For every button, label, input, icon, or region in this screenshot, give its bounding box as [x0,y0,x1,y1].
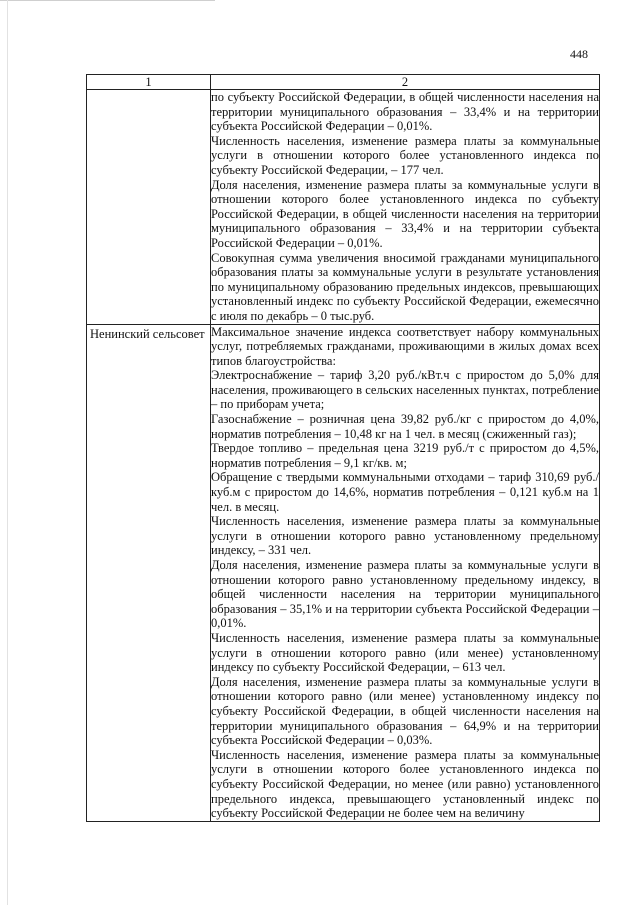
region-name: Ненинский сельсовет [90,326,205,341]
paragraph: Совокупная сумма увеличения вносимой гражданами муниципального образования платы за коммунальные услуги в результате установления по муниципальному образованию предельных индексов, превышающих установленный индекс по субъекту Российской Федерации, ежемесячно с июля по декабрь – 0 тыс.руб. [211,250,599,323]
column-header-1: 1 [87,75,211,90]
paragraph: Твердое топливо – предельная цена 3219 руб./т с приростом до 4,5%, норматив потребления – 9,1 кг/кв. м; [211,441,599,470]
scan-edge-top [0,0,215,1]
paragraph: Численность населения, изменение размера платы за коммунальные услуги в отношении которого равно установленному предельному индексу, – 331 чел. [211,514,599,558]
table-header-row [87,75,600,90]
paragraph: Электроснабжение – тариф 3,20 руб./кВт.ч с приростом до 5,0% для населения, проживающего в сельских населенных пунктах, потребление – по приборам учета; [211,368,599,412]
column-header-2: 2 [211,75,600,90]
scan-edge-left [7,0,8,905]
region-cell [87,90,211,325]
paragraph: Обращение с твердыми коммунальными отходами – тариф 310,69 руб./куб.м с приростом до 14,6%, норматив потребления – 0,121 куб.м на 1 чел. в месяц. [211,470,599,514]
paragraph: Максимальное значение индекса соответствует набору коммунальных услуг, потребляемых гражданами, проживающими в жилых домах всех типов благоустройства: [211,324,599,368]
paragraph: по субъекту Российской Федерации, в общей численности населения на территории муниципального образования – 33,4% и на территории субъекта Российской Федерации – 0,01%. [211,90,599,134]
paragraph: Численность населения, изменение размера платы за коммунальные услуги в отношении которого равно (или менее) установленному индексу по субъекту Российской Федерации, – 613 чел. [211,630,599,675]
paragraph: Доля населения, изменение размера платы за коммунальные услуги в отношении которого равно (или менее) установленному индексу по субъекту Российской Федерации, в общей численности населения на территории муниципального образования – 64,9% и на территории субъекта Российской Федерации – 0,03%. [211,674,599,748]
content-cell [211,90,600,325]
table-row [87,90,600,325]
table-row [87,324,600,821]
paragraph: Численность населения, изменение размера платы за коммунальные услуги в отношении которого более установленного индекса по субъекту Российской Федерации, – 177 чел. [211,133,599,177]
region-name [87,90,210,92]
paragraph: Доля населения, изменение размера платы за коммунальные услуги в отношении которого более установленного индекса по субъекту Российской Федерации, в общей численности населения на территории муниципального образования – 33,4% и на территории субъекта Российской Федерации – 0,01%. [211,177,599,250]
paragraph: Доля населения, изменение размера платы за коммунальные услуги в отношении которого равно установленному предельному индексу, в общей численности населения на территории муниципального образования – 35,1% и на территории субъекта Российской Федерации – 0,01%. [211,558,599,631]
paragraph: Газоснабжение – розничная цена 39,82 руб./кг с приростом до 4,0%, норматив потребления – 10,48 кг на 1 чел. в месяц (сжиженный газ); [211,412,599,441]
page-number: 448 [570,47,588,61]
region-cell [87,324,211,821]
content-cell [211,324,600,821]
paragraph: Численность населения, изменение размера платы за коммунальные услуги в отношении которого более установленного индекса по субъекту Российской Федерации, но менее (или равно) установленного предельного индекса, превышающего установленный индекс по субъекту Российской Федерации не более чем на величину [211,747,599,821]
document-table [86,74,600,822]
